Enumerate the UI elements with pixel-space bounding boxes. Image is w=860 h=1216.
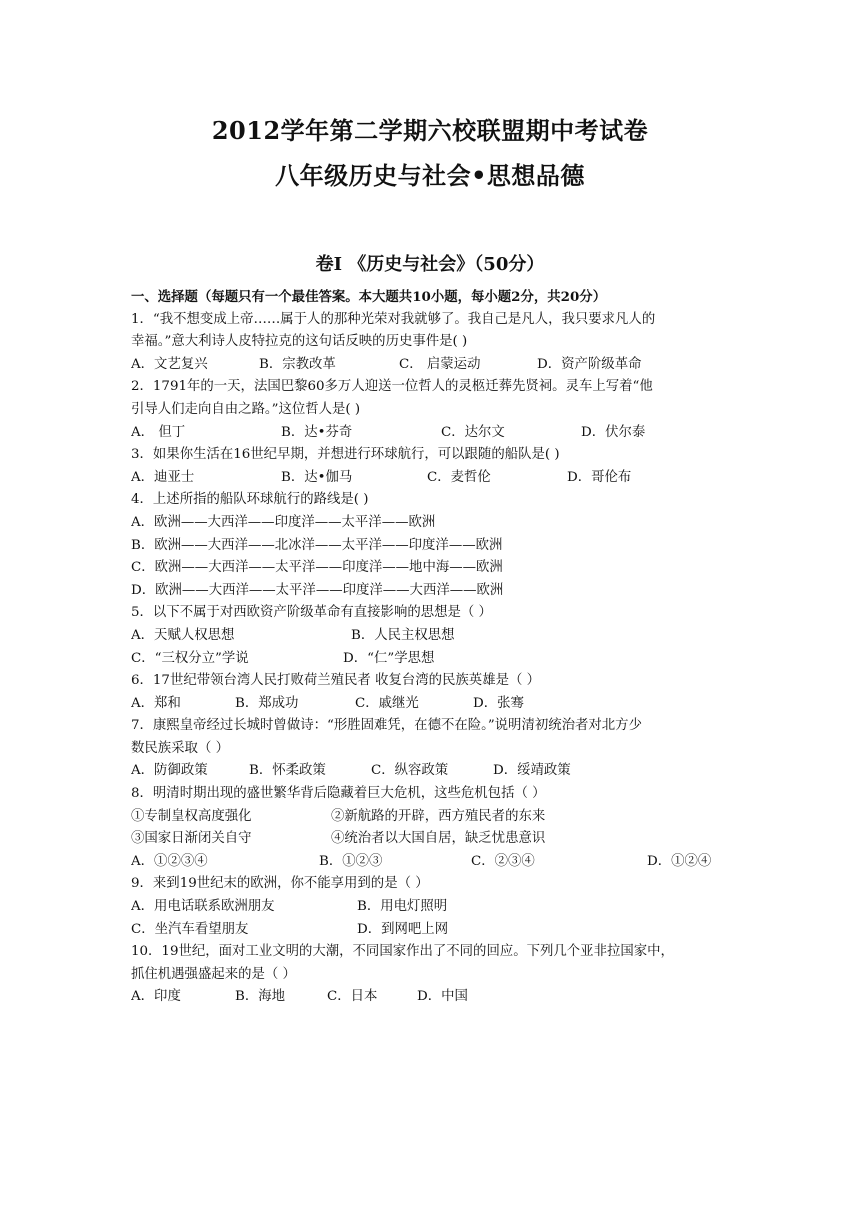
option-a: A．用电话联系欧洲朋友 <box>131 899 275 915</box>
question-4-stem: 4．上述所指的船队环球航行的路线是( ) <box>131 492 369 508</box>
option-c: C．②③④ <box>471 853 535 869</box>
option-d: D．到网吧上网 <box>357 921 449 937</box>
question-2-options <box>131 422 731 445</box>
option-c: C．日本 <box>327 989 378 1005</box>
question-6-stem: 6．17世纪带领台湾人民打败荷兰殖民者 收复台湾的民族英雄是（ ） <box>131 673 541 689</box>
option-b: B．达•芬奇 <box>281 424 353 440</box>
option-b: B．怀柔政策 <box>249 763 326 779</box>
question-6-options <box>131 693 731 716</box>
question-9-options-row-2 <box>131 919 731 942</box>
option-c: C．戚继光 <box>355 695 419 711</box>
option-d: D．资产阶级革命 <box>537 356 642 372</box>
question-7-stem-line-2: 数民族采取（ ） <box>131 740 229 756</box>
exam-subtitle: 八年级历史与社会•思想品德 <box>275 161 585 190</box>
question-4-option-c: C．欧洲——大西洋——太平洋——印度洋——地中海——欧洲 <box>131 560 503 576</box>
option-a: A．天赋人权思想 <box>131 627 235 643</box>
option-d: D．张骞 <box>473 695 524 711</box>
option-d: D．①②④ <box>647 853 712 869</box>
statement-4: ④统治者以大国自居，缺乏忧患意识 <box>331 831 546 847</box>
option-a: A．文艺复兴 <box>131 356 208 372</box>
option-d: D．绥靖政策 <box>493 763 571 779</box>
option-b: B．海地 <box>235 989 286 1005</box>
part-heading: 一、选择题（每题只有一个最佳答案。本大题共10小题，每小题2分，共20分） <box>131 289 607 305</box>
question-7-options <box>131 760 731 783</box>
option-c: C．麦哲伦 <box>427 469 491 485</box>
option-d: D．哥伦布 <box>567 469 632 485</box>
option-a: A．①②③④ <box>131 853 208 869</box>
statement-3: ③国家日渐闭关自守 <box>131 831 252 847</box>
question-10-stem-line-2: 抓住机遇强盛起来的是（ ） <box>131 966 296 982</box>
option-b: B．用电灯照明 <box>357 899 448 915</box>
question-10-stem-line-1: 10．19世纪，面对工业文明的大潮，不同国家作出了不同的回应。下列几个亚非拉国家中， <box>131 944 674 960</box>
option-d: D．伏尔泰 <box>581 424 646 440</box>
option-a: A． 但丁 <box>131 424 186 440</box>
option-b: B．①②③ <box>319 853 383 869</box>
option-b: B．宗教改革 <box>259 356 336 372</box>
option-b: B．达•伽马 <box>281 469 353 485</box>
question-4-option-b: B．欧洲——大西洋——北冰洋——太平洋——印度洋——欧洲 <box>131 537 503 553</box>
question-7-stem-line-1: 7．康熙皇帝经过长城时曾做诗：“形胜固难凭，在德不在险。”说明清初统治者对北方少 <box>131 718 642 734</box>
section-title: 卷Ⅰ 《历史与社会》（50分） <box>315 254 545 275</box>
question-8-stem: 8．明清时期出现的盛世繁华背后隐藏着巨大危机，这些危机包括（ ） <box>131 786 546 802</box>
option-b: B．人民主权思想 <box>351 627 455 643</box>
question-8-options <box>131 851 731 874</box>
question-3-options <box>131 467 731 490</box>
option-c: C．坐汽车看望朋友 <box>131 921 249 937</box>
question-1-stem-line-2: 幸福。”意大利诗人皮特拉克的这句话反映的历史事件是( ) <box>131 334 468 350</box>
question-5-options-row-1 <box>131 625 731 648</box>
question-9-options-row-1 <box>131 896 731 919</box>
question-3-stem: 3．如果你生活在16世纪早期，并想进行环球航行，可以跟随的船队是( ) <box>131 447 560 463</box>
question-2-stem-line-1: 2．1791年的一天，法国巴黎60多万人迎送一位哲人的灵柩迁葬先贤祠。灵车上写着“他 <box>131 379 653 395</box>
option-c: C．达尔文 <box>441 424 505 440</box>
statement-2: ②新航路的开辟，西方殖民者的东来 <box>331 808 546 824</box>
option-a: A．郑和 <box>131 695 181 711</box>
question-2-stem-line-2: 引导人们走向自由之路。”这位哲人是( ) <box>131 401 361 417</box>
option-c: C．纵容政策 <box>371 763 449 779</box>
option-d: D．中国 <box>417 989 468 1005</box>
question-1-options <box>131 354 731 377</box>
question-5-stem: 5．以下不属于对西欧资产阶级革命有直接影响的思想是（ ） <box>131 605 492 621</box>
option-a: A．迪亚士 <box>131 469 195 485</box>
question-9-stem: 9．来到19世纪末的欧洲，你不能享用到的是（ ） <box>131 876 429 892</box>
exam-title: 2012学年第二学期六校联盟期中考试卷 <box>211 116 649 145</box>
option-d: D．“仁”学思想 <box>343 650 435 666</box>
option-c: C． 启蒙运动 <box>399 356 481 372</box>
question-5-options-row-2 <box>131 648 731 671</box>
statement-1: ①专制皇权高度强化 <box>131 808 252 824</box>
option-b: B．郑成功 <box>235 695 299 711</box>
question-4-option-a: A．欧洲——大西洋——印度洋——太平洋——欧洲 <box>131 514 436 530</box>
question-8-statements-row-1 <box>131 806 731 829</box>
option-c: C．“三权分立”学说 <box>131 650 249 666</box>
option-a: A．防御政策 <box>131 763 208 779</box>
question-1-stem-line-1: 1．“我不想变成上帝……属于人的那种光荣对我就够了。我自己是凡人，我只要求凡人的 <box>131 311 656 327</box>
question-10-options <box>131 986 731 1009</box>
question-list <box>131 286 731 1009</box>
question-8-statements-row-2 <box>131 828 731 851</box>
option-a: A．印度 <box>131 989 181 1005</box>
question-4-option-d: D．欧洲——大西洋——太平洋——印度洋——大西洋——欧洲 <box>131 582 504 598</box>
